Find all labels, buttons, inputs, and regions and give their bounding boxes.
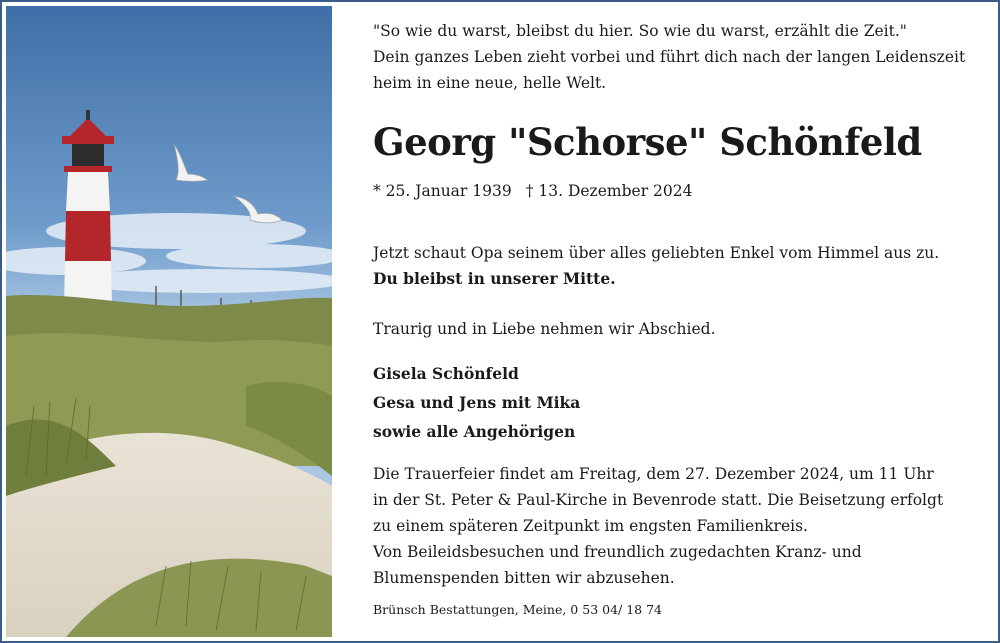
service-line: Die Trauerfeier findet am Freitag, dem 27. Dezember 2024, um 11 Uhr <box>373 465 934 483</box>
quote-line: heim in eine neue, helle Welt. <box>373 74 607 92</box>
birth-date: * 25. Januar 1939 <box>373 182 512 200</box>
memorial-quote <box>373 18 965 96</box>
undertaker-contact: Brünsch Bestattungen, Meine, 0 53 04/ 18 74 <box>373 602 662 617</box>
farewell-line: Traurig und in Liebe nehmen wir Abschied. <box>373 320 716 338</box>
quote-line: "So wie du warst, bleibst du hier. So wie du warst, erzählt die Zeit." <box>373 22 907 40</box>
service-line: zu einem späteren Zeitpunkt im engsten Familienkreis. <box>373 517 808 535</box>
service-details <box>373 461 943 591</box>
message-line: Jetzt schaut Opa seinem über alles geliebten Enkel vom Himmel aus zu. <box>373 244 940 262</box>
service-line: Blumenspenden bitten wir abzusehen. <box>373 569 675 587</box>
death-date: † 13. Dezember 2024 <box>525 182 693 200</box>
mourner: Gisela Schönfeld <box>373 364 519 383</box>
mourner: Gesa und Jens mit Mika <box>373 393 581 412</box>
service-line: in der St. Peter & Paul-Kirche in Bevenrode statt. Die Beisetzung erfolgt <box>373 491 944 509</box>
lighthouse-icon <box>62 110 114 306</box>
mourners-list <box>373 359 580 446</box>
service-line: Von Beileidsbesuchen und freundlich zugedachten Kranz- und <box>373 543 862 561</box>
mourner: sowie alle Angehörigen <box>373 422 576 441</box>
lighthouse-dune-photo <box>6 6 332 637</box>
message-emphasis: Du bleibst in unserer Mitte. <box>373 269 616 288</box>
deceased-name: Georg "Schorse" Schönfeld <box>373 120 922 164</box>
life-dates <box>373 182 692 200</box>
quote-line: Dein ganzes Leben zieht vorbei und führt dich nach der langen Leidenszeit <box>373 48 966 66</box>
personal-message <box>373 240 939 292</box>
